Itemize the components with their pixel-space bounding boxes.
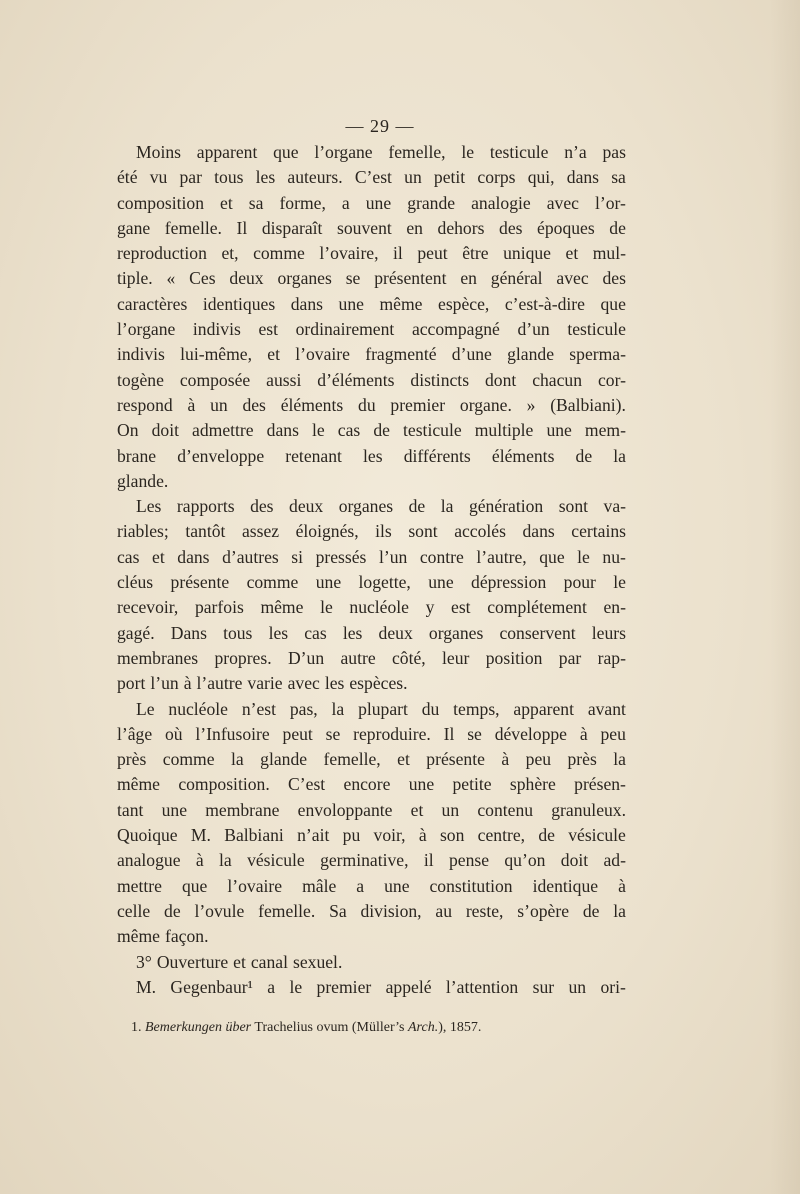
page-edge-shadow [770,0,800,1194]
text-line: près comme la glande femelle, et présente à peu près la [117,749,626,770]
footnote-text: Trachelius ovum (Müller’s [254,1020,405,1035]
text-line: été vu par tous les auteurs. C’est un petit corps qui, dans sa [117,167,626,188]
text-line: togène composée aussi d’éléments distincts dont chacun cor- [117,369,626,390]
text-line: port l’un à l’autre varie avec les espèces. [117,673,408,694]
text-line: analogue à la vésicule germinative, il pense qu’on doit ad- [117,850,626,871]
footnote-end: ), 1857. [438,1020,482,1035]
footnote-italic-title: Bemerkungen über [145,1020,252,1035]
page-number: — 29 — [345,116,415,136]
text-line: brane d’enveloppe retenant les différents éléments de la [117,445,626,466]
text-line: On doit admettre dans le cas de testicule multiple une mem- [117,420,626,441]
text-line: M. Gegenbaur¹ a le premier appelé l’attention sur un ori- [136,976,626,997]
text-line: cas et dans d’autres si pressés l’un contre l’autre, que le nu- [117,546,626,567]
text-line: gane femelle. Il disparaît souvent en dehors des époques de [117,217,626,238]
text-line: Quoique M. Balbiani n’ait pu voir, à son centre, de vésicule [117,825,626,846]
text-line: 3° Ouverture et canal sexuel. [136,951,343,972]
text-line: l’organe indivis est ordinairement accompagné d’un testicule [117,319,626,340]
text-line: tant une membrane envoloppante et un contenu granuleux. [117,799,626,820]
footnote-journal: Arch. [408,1020,439,1035]
text-line: glande. [117,470,169,491]
text-line: cléus présente comme une logette, une dépression pour le [117,572,626,593]
text-line: gagé. Dans tous les cas les deux organes conservent leurs [117,622,626,643]
text-line: respond à un des éléments du premier organe. » (Balbiani). [117,394,626,415]
text-line: Moins apparent que l’organe femelle, le testicule n’a pas [136,142,626,162]
text-line: recevoir, parfois même le nucléole y est complétement en- [117,597,626,618]
text-line: même façon. [117,926,209,947]
text-line: l’âge où l’Infusoire peut se reproduire. Il se développe à peu [117,723,626,744]
text-line: même composition. C’est encore une petite sphère présen- [117,774,626,795]
text-line: composition et sa forme, a une grande analogie avec l’or- [117,192,626,213]
text-line: membranes propres. D’un autre côté, leur position par rap- [117,647,626,668]
text-line: reproduction et, comme l’ovaire, il peut être unique et mul- [117,243,626,264]
text-line: indivis lui-même, et l’ovaire fragmenté d’une glande sperma- [117,344,626,365]
footnote-number: 1. [131,1020,142,1035]
text-line: Les rapports des deux organes de la génération sont va- [136,496,626,517]
text-line: mettre que l’ovaire mâle a une constitution identique à [117,875,626,896]
footnote [131,1020,481,1036]
text-line: caractères identiques dans une même espèce, c’est-à-dire que [117,293,626,314]
text-line: tiple. « Ces deux organes se présentent en général avec des [117,268,626,289]
body-text [117,140,626,1000]
text-line: Le nucléole n’est pas, la plupart du temps, apparent avant [136,698,626,719]
text-line: riables; tantôt assez éloignés, ils sont accolés dans certains [117,521,626,542]
text-line: celle de l’ovule femelle. Sa division, au reste, s’opère de la [117,900,626,921]
